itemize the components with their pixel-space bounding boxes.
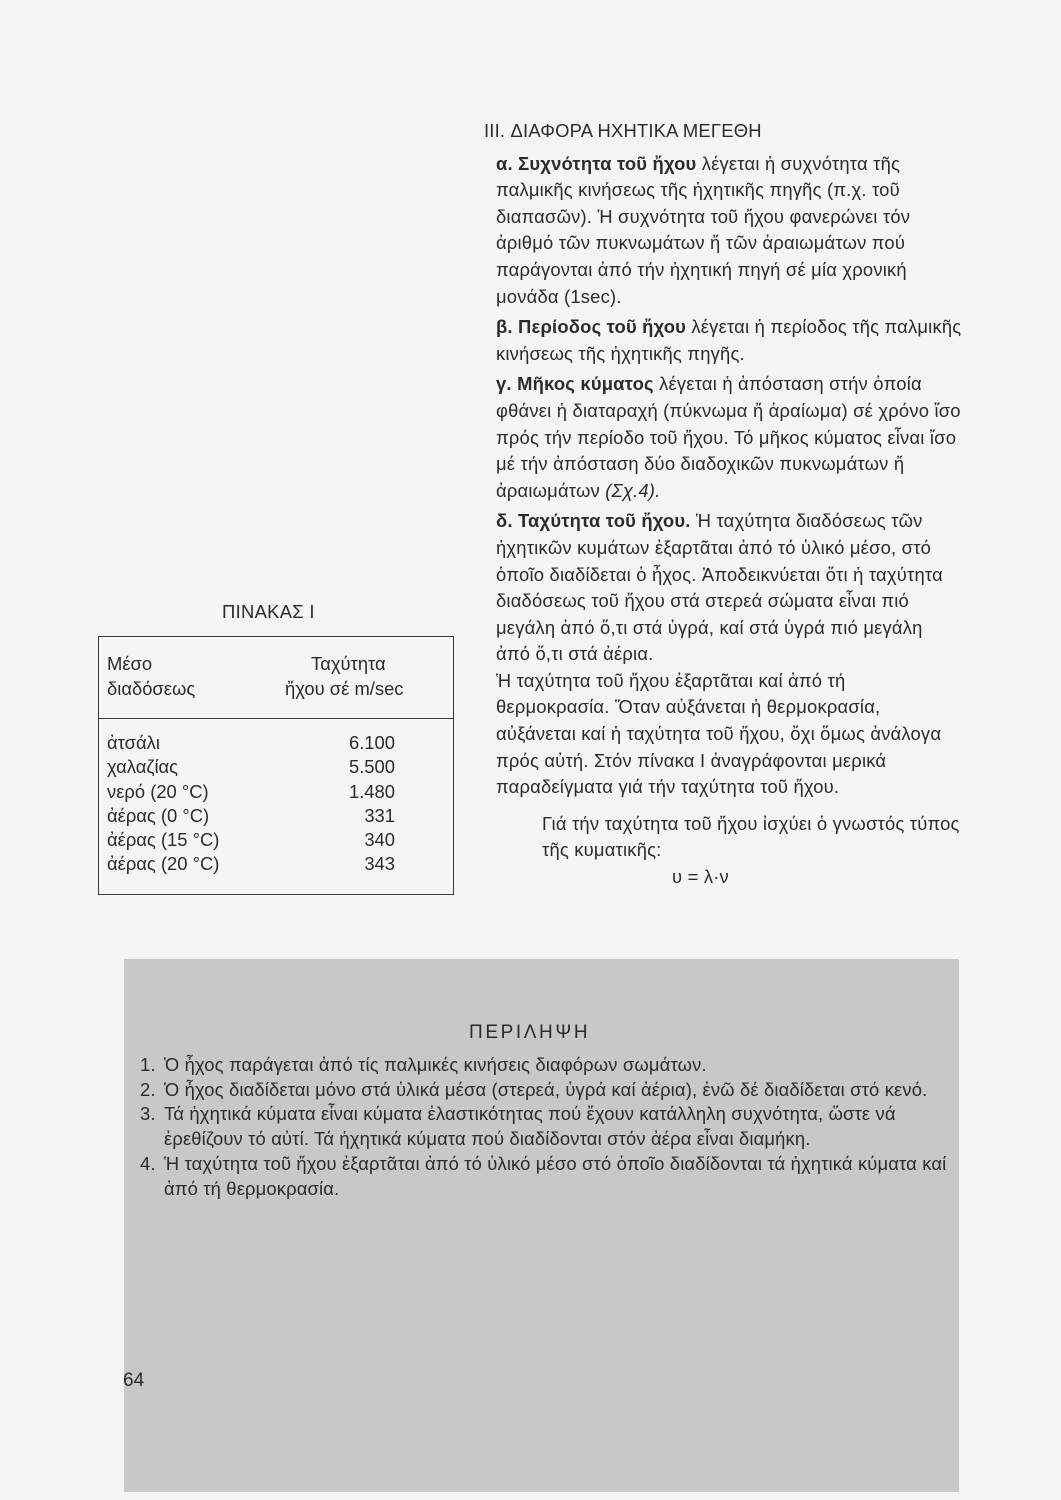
label-alpha: α. — [496, 152, 513, 174]
summary-item-text: Ἡ ταχύτητα τοῦ ἤχου ἐξαρτᾶται ἀπό τό ὑλικό μέσο στό ὁποῖο διαδίδονται τά ἠχητικά κύματα καί ἀπό τή θερμοκρασία. — [164, 1152, 947, 1199]
summary-box — [124, 959, 959, 1492]
table-cell-medium: νερό (20 °C) — [107, 780, 209, 802]
formula: υ = λ·ν — [672, 866, 729, 888]
summary-item — [140, 1053, 952, 1078]
table-cell-medium: ἀέρας (20 °C) — [107, 853, 220, 875]
figure-reference: (Σχ.4). — [605, 479, 661, 501]
page-number: 64 — [123, 1370, 145, 1391]
paragraph-frequency — [484, 151, 962, 311]
label-delta: δ. — [496, 510, 513, 532]
table-cell-medium: ἀτσάλι — [107, 732, 160, 753]
table-cell-speed: 6.100 — [348, 732, 395, 753]
label-beta: β. — [496, 316, 513, 338]
text-frequency: λέγεται ἡ συχνότητα τῆς παλμικῆς κινήσεως τῆς ἠχητικῆς πηγῆς (π.χ. τοῦ διαπασῶν). Ἡ συχνότητα τοῦ ἤχου φανερώνει τόν ἀριθμό τῶν πυκνωμάτων ἤ τῶν ἀραιωμάτων πού παράγονται ἀπό τήν ἠχητική πηγή σέ μία χρονική μονάδα (1sec). — [496, 152, 911, 307]
speed-column — [335, 731, 395, 877]
term-period: Περίοδος τοῦ ἤχου — [518, 316, 687, 338]
paragraph-wavelength — [484, 371, 962, 504]
summary-item-number: 1. — [140, 1054, 156, 1075]
summary-list — [140, 1053, 952, 1201]
header-speed-line1: Ταχύτητα — [311, 653, 386, 674]
header-medium — [107, 652, 195, 701]
table-cell-medium: χαλαζίας — [107, 756, 179, 778]
text-speed: Ἡ ταχύτητα διαδόσεως τῶν ἠχητικῶν κυμάτων ἐξαρτᾶται ἀπό τό ὑλικό μέσο, στό ὁποῖο διαδίδεται ὁ ἦχος. Ἀποδεικνύεται ὅτι ἡ ταχύτητα διαδόσεως τοῦ ἤχου στά στερεά σώματα εἶναι πιό μεγάλη ἀπό ὅ,τι στά ὑγρά, καί στά ὑγρά πιό μεγάλη ἀπό ὅ,τι στά ἀέρια. — [496, 510, 943, 665]
summary-item-number: 4. — [140, 1152, 156, 1174]
text-period: λέγεται ἡ περίοδος τῆς παλμικῆς κινήσεως τῆς ἠχητικῆς πηγῆς. — [496, 316, 962, 364]
label-gamma: γ. — [496, 373, 512, 395]
summary-item-text: Τά ἠχητικά κύματα εἶναι κύματα ἐλαστικότητας πού ἔχουν κατάλληλη συχνότητα, ὥστε νά ἐρεθίζουν τό αὐτί. Τά ἠχητικά κύματα πού διαδίδονται στόν ἀέρα εἶναι διαμήκη. — [164, 1103, 896, 1150]
header-speed-line2: ἤχου σέ m/sec — [285, 677, 404, 699]
formula-intro: Γιά τήν ταχύτητα τοῦ ἤχου ἰσχύει ὁ γνωστός τύπος τῆς κυματικῆς: — [542, 812, 960, 861]
table-cell-speed: 5.500 — [348, 756, 395, 778]
paragraph-period — [484, 314, 962, 367]
paragraph-speed — [484, 508, 962, 668]
table-cell-medium: ἀέρας (15 °C) — [107, 829, 220, 851]
summary-item-text: Ὁ ἦχος διαδίδεται μόνο στά ὑλικά μέσα (στερεά, ὑγρά καί ἀέρια), ἐνῶ δέ διαδίδεται στό κενό. — [164, 1078, 928, 1100]
medium-column — [107, 731, 219, 877]
term-frequency: Συχνότητα τοῦ ἤχου — [518, 152, 697, 174]
section-title: III. ΔΙΑΦΟΡΑ ΗΧΗΤΙΚΑ ΜΕΓΕΘΗ — [484, 120, 762, 141]
table-title: ΠΙΝΑΚΑΣ Ι — [222, 601, 315, 622]
summary-item-number: 3. — [140, 1103, 156, 1125]
table-cell-speed: 340 — [364, 829, 395, 851]
table-cell-speed: 331 — [364, 804, 395, 826]
header-medium-line1: Μέσο — [107, 653, 153, 674]
summary-title: ΠΕΡΙΛΗΨΗ — [469, 1022, 591, 1043]
sound-speed-table — [98, 636, 454, 895]
term-wavelength: Μῆκος κύματος — [517, 373, 654, 395]
table-cell-speed: 1.480 — [348, 780, 395, 802]
table-header — [99, 637, 453, 719]
header-medium-line2: διαδόσεως — [107, 677, 196, 699]
table-cell-speed: 343 — [364, 853, 395, 875]
term-speed: Ταχύτητα τοῦ ἤχου. — [517, 510, 691, 532]
summary-item — [140, 1102, 952, 1151]
main-text-column — [484, 118, 962, 891]
paragraph-temperature: Ἡ ταχύτητα τοῦ ἤχου ἐξαρτᾶται καί ἀπό τή θερμοκρασία. Ὅταν αὐξάνεται ἡ θερμοκρασία, αὐξάνεται καί ἡ ταχύτητα τοῦ ἤχου, ὄχι ὅμως ἀνάλογα πρός αὐτή. Στόν πίνακα Ι ἀναγράφονται μερικά παραδείγματα γιά τήν ταχύτητα τοῦ ἤχου. — [496, 669, 942, 798]
header-speed — [285, 652, 447, 701]
text-wavelength: λέγεται ἡ ἀπόσταση στήν ὁποία φθάνει ἡ διαταραχή (πύκνωμα ἤ ἀραίωμα) σέ χρόνο ἴσο πρός τήν περίοδο τοῦ ἤχου. Τό μῆκος κύματος εἶναι ἴσο μέ τήν ἀπόσταση δύο διαδοχικῶν πυκνωμάτων ἤ ἀραιωμάτων — [496, 373, 961, 501]
summary-item — [140, 1078, 952, 1103]
summary-item-text: Ὁ ἦχος παράγεται ἀπό τίς παλμικές κινήσεις διαφόρων σωμάτων. — [164, 1054, 707, 1075]
summary-item — [140, 1152, 952, 1201]
table-cell-medium: ἀέρας (0 °C) — [107, 804, 210, 826]
summary-item-number: 2. — [140, 1078, 156, 1100]
